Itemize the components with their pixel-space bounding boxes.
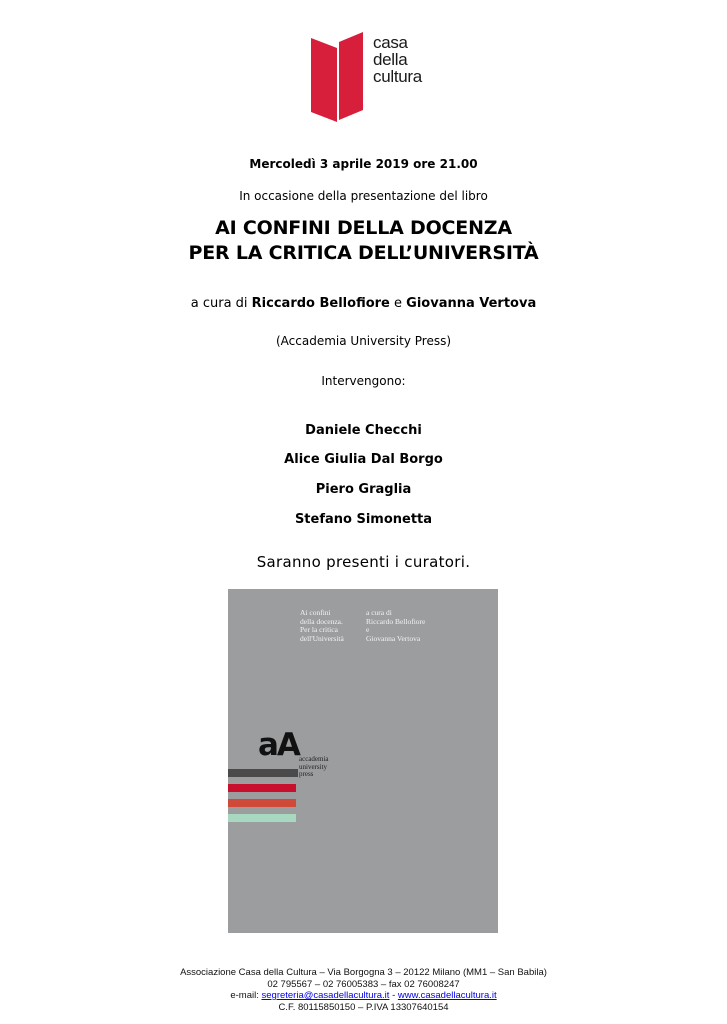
cover-curators <box>366 609 456 643</box>
publisher-name: (Accademia University Press) <box>275 334 452 348</box>
website-link[interactable]: www.casadellacultura.it <box>397 990 497 1001</box>
book-title-line: AI CONFINI DELLA DOCENZA <box>215 217 512 239</box>
speaker-name: Piero Graglia <box>315 482 412 497</box>
cover-curator-line: e <box>366 625 370 634</box>
publisher-logo-text <box>299 756 349 779</box>
speaker-name: Daniele Checchi <box>305 423 422 438</box>
publisher-logo-mark: aA <box>258 727 299 763</box>
logo-line: della <box>373 50 408 69</box>
publisher-logo-line: university <box>299 762 327 771</box>
logo-line: cultura <box>373 67 422 86</box>
cover-title-line: dell'Università <box>300 633 344 643</box>
casa-della-cultura-logo-icon <box>311 32 363 122</box>
cover-title-line: Ai confini <box>300 608 331 617</box>
cover-title-line: della docenza. <box>300 616 343 626</box>
cover-curator-line: a cura di <box>366 608 392 617</box>
curated-and: e <box>394 296 403 311</box>
curator-name: Giovanna Vertova <box>406 296 537 311</box>
speaker-name: Alice Giulia Dal Borgo <box>284 452 443 467</box>
cover-curator-line: Giovanna Vertova <box>366 633 421 643</box>
curated-prefix: a cura di <box>190 296 248 311</box>
email-label: e-mail: <box>230 990 259 1001</box>
footer <box>0 967 727 1013</box>
cover-stripe <box>228 769 298 777</box>
cover-curator-line: Riccardo Bellofiore <box>366 616 426 626</box>
cover-stripe <box>228 784 296 792</box>
cover-stripe <box>228 814 296 822</box>
footer-contacts <box>0 990 727 1002</box>
speakers-label: Intervengono: <box>321 374 406 388</box>
event-date: Mercoledì 3 aprile 2019 ore 21.00 <box>249 157 478 171</box>
speaker-name: Stefano Simonetta <box>294 512 433 527</box>
footer-phones: 02 795567 – 02 76005383 – fax 02 76008247 <box>267 978 460 990</box>
publisher-logo-line: press <box>299 770 314 778</box>
logo-wordmark <box>373 34 463 85</box>
footer-address: Associazione Casa della Cultura – Via Borgogna 3 – 20122 Milano (MM1 – San Babila) <box>180 967 547 978</box>
cover-title-line: Per la critica <box>300 625 338 634</box>
book-title <box>0 216 727 266</box>
footer-separator: - <box>392 990 396 1001</box>
book-cover-image <box>228 589 498 933</box>
curators-line <box>0 296 727 311</box>
event-occasion: In occasione della presentazione del libro <box>239 189 488 203</box>
curator-name: Riccardo Bellofiore <box>251 296 390 311</box>
publisher-logo-line: accademia <box>299 755 329 763</box>
footer-tax-ids: C.F. 80115850150 – P.IVA 13307640154 <box>278 1001 449 1013</box>
cover-stripe <box>228 799 296 807</box>
closing-note: Saranno presenti i curatori. <box>256 553 471 571</box>
logo-line: casa <box>373 33 408 52</box>
cover-title <box>300 609 360 643</box>
email-link[interactable]: segreteria@casadellacultura.it <box>261 990 390 1001</box>
book-title-line: PER LA CRITICA DELL’UNIVERSITÀ <box>188 242 539 264</box>
